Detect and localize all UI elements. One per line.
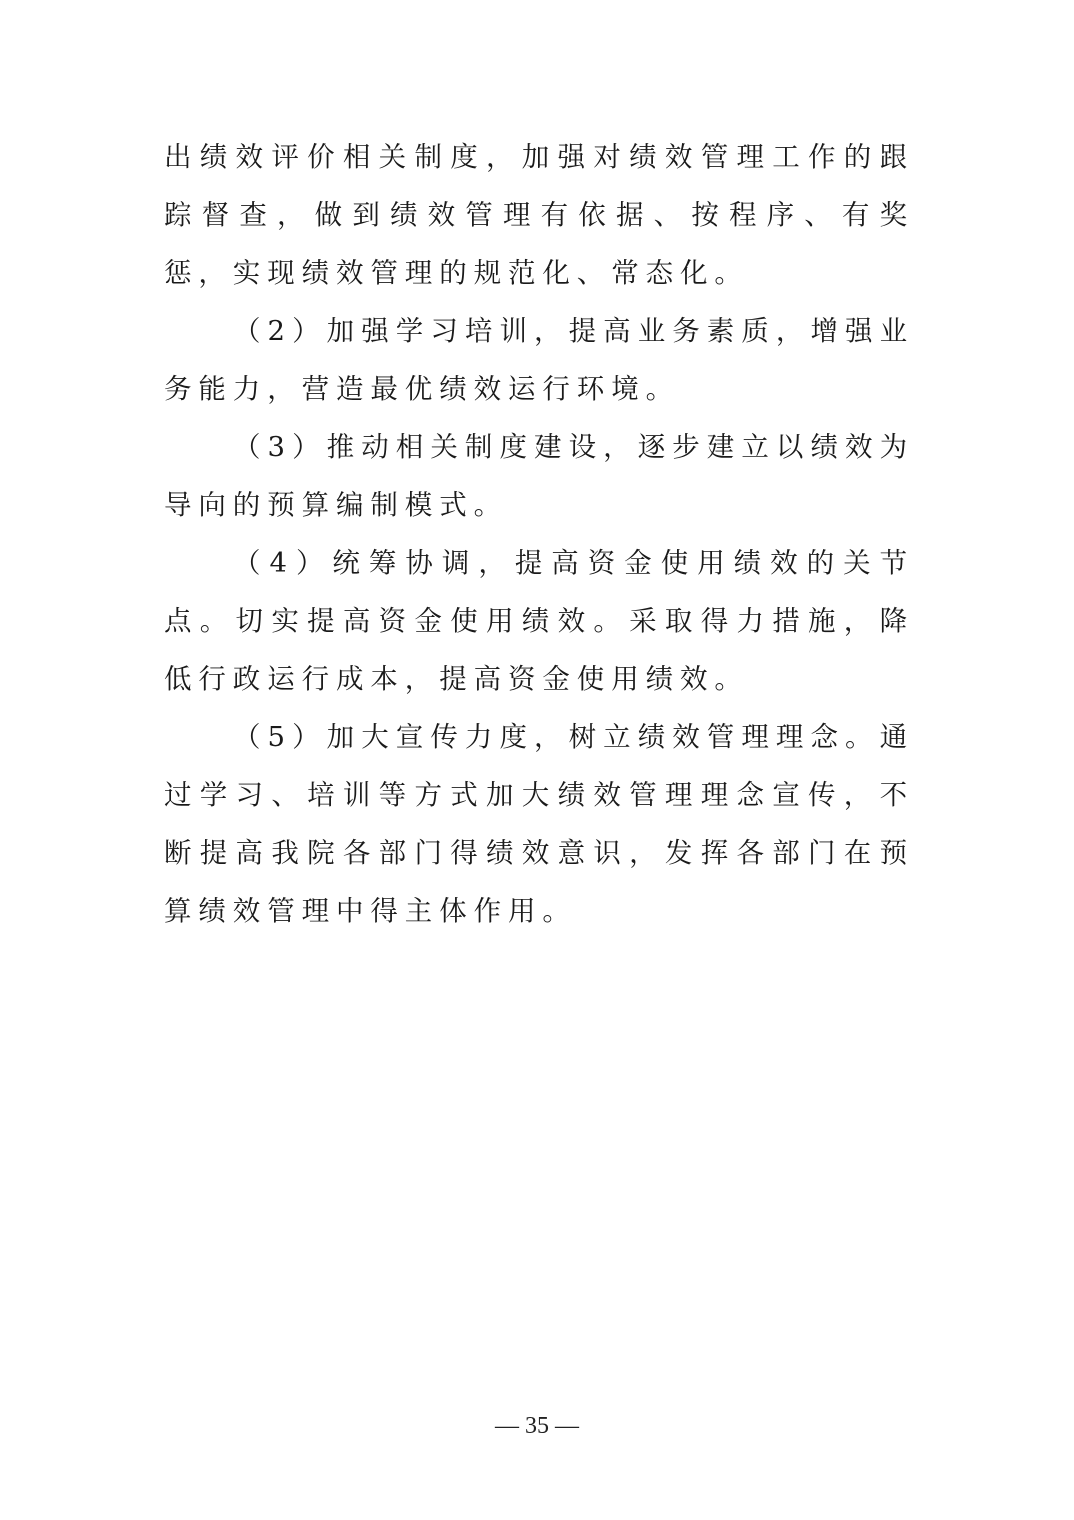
paragraph-item-4: （4）统筹协调，提高资金使用绩效的关节点。切实提高资金使用绩效。采取得力措施，降低行政运行成本，提高资金使用绩效。 [164, 547, 914, 695]
paragraph-continued: 出绩效评价相关制度，加强对绩效管理工作的跟踪督查，做到绩效管理有依据、按程序、有奖惩，实现绩效管理的规范化、常态化。 [164, 141, 914, 289]
paragraph-item-5: （5）加大宣传力度，树立绩效管理理念。通过学习、培训等方式加大绩效管理理念宣传，不断提高我院各部门得绩效意识，发挥各部门在预算绩效管理中得主体作用。 [164, 721, 914, 927]
paragraph-item-2: （2）加强学习培训，提高业务素质，增强业务能力，营造最优绩效运行环境。 [164, 315, 914, 405]
paragraph-item-3: （3）推动相关制度建设，逐步建立以绩效为导向的预算编制模式。 [164, 431, 914, 521]
document-body [164, 128, 914, 940]
page-number: — 35 — [495, 1413, 579, 1439]
